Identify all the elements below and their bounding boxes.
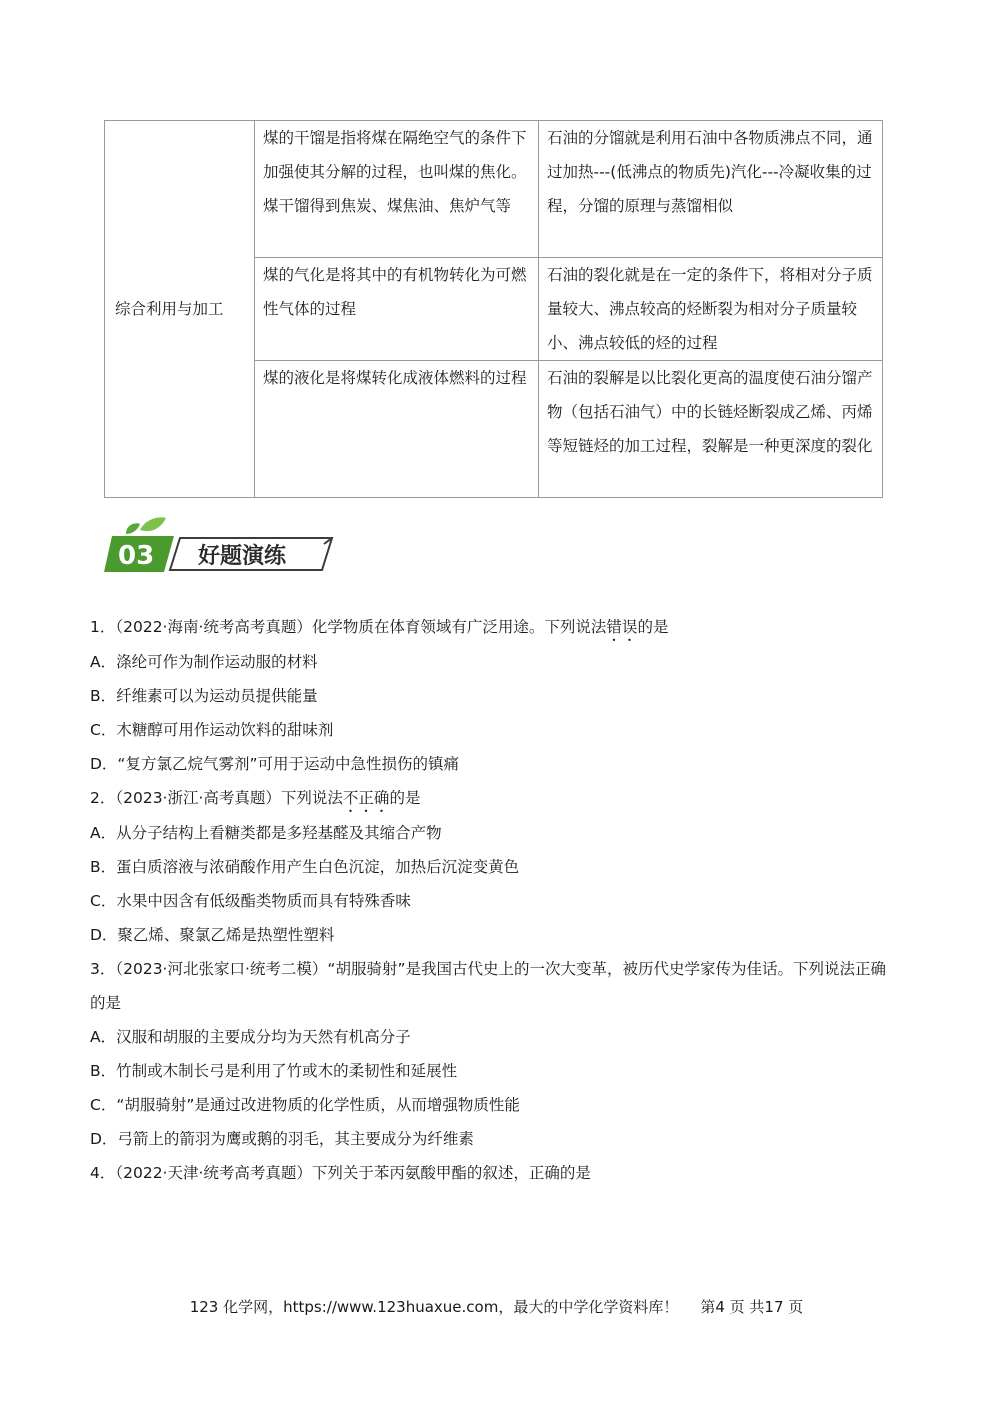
leaf-icon (126, 523, 140, 534)
option-b: B．纤维素可以为运动员提供能量 (90, 687, 318, 705)
option-d: D．聚乙烯、聚氯乙烯是热塑性塑料 (90, 926, 335, 944)
question-list (90, 610, 900, 1190)
stem-text: 的是 (389, 789, 421, 807)
option-a: A．从分子结构上看糖类都是多羟基醛及其缩合产物 (90, 824, 442, 842)
coal-cell: 煤的干馏是指将煤在隔绝空气的条件下加强使其分解的过程，也叫煤的焦化。煤干馏得到焦炭、煤焦油、焦炉气等 (255, 121, 539, 258)
oil-cell: 石油的分馏就是利用石油中各物质沸点不同，通过加热---(低沸点的物质先)汽化---冷凝收集的过程，分馏的原理与蒸馏相似 (539, 121, 883, 258)
comparison-table (104, 120, 882, 498)
stem-text: 的是 (637, 618, 669, 636)
emphasis-text: 不正确 (342, 789, 390, 807)
section-badge (104, 516, 344, 578)
section-title: 好题演练 (198, 544, 287, 569)
section-header (104, 516, 344, 578)
option-a: A．汉服和胡服的主要成分均为天然有机高分子 (90, 1028, 411, 1046)
coal-cell: 煤的气化是将其中的有机物转化为可燃性气体的过程 (255, 258, 539, 361)
option-c: C．木糖醇可用作运动饮料的甜味剂 (90, 721, 334, 739)
stem-text: 1．（2022·海南·统考高考真题）化学物质在体育领域有广泛用途。下列说法 (90, 618, 607, 636)
option-c: C．“胡服骑射”是通过改进物质的化学性质，从而增强物质性能 (90, 1096, 520, 1114)
leaf-icon (140, 517, 166, 531)
oil-cell: 石油的裂解是以比裂化更高的温度使石油分馏产物（包括石油气）中的长链烃断裂成乙烯、丙烯等短链烃的加工过程，裂解是一种更深度的裂化 (539, 361, 883, 498)
coal-cell: 煤的液化是将煤转化成液体燃料的过程 (255, 361, 539, 498)
emphasis-text: 错误 (606, 618, 638, 636)
option-b: B．蛋白质溶液与浓硝酸作用产生白色沉淀，加热后沉淀变黄色 (90, 858, 520, 876)
stem-text: 2．（2023·浙江·高考真题）下列说法 (90, 789, 343, 807)
footer-text: 123 化学网，https://www.123huaxue.com，最大的中学化学资料库！ (189, 1298, 679, 1316)
option-a: A．涤纶可作为制作运动服的材料 (90, 653, 318, 671)
option-c: C．水果中因含有低级酯类物质而具有特殊香味 (90, 892, 411, 910)
question-stem (90, 610, 900, 645)
row-header-cell: 综合利用与加工 (105, 121, 255, 498)
table-row (105, 121, 883, 258)
option-d: D．“复方氯乙烷气雾剂”可用于运动中急性损伤的镇痛 (90, 755, 459, 773)
section-number: 03 (118, 541, 155, 571)
question-stem: 4．（2022·天津·统考高考真题）下列关于苯丙氨酸甲酯的叙述，正确的是 (90, 1164, 591, 1182)
page-number: 第4 页 共17 页 (700, 1298, 804, 1316)
question-stem: 3．（2023·河北张家口·统考二模）“胡服骑射”是我国古代史上的一次大变革，被历代史学家传为佳话。下列说法正确的是 (90, 960, 886, 1012)
question-stem (90, 781, 900, 816)
option-b: B．竹制或木制长弓是利用了竹或木的柔韧性和延展性 (90, 1062, 458, 1080)
oil-cell: 石油的裂化就是在一定的条件下，将相对分子质量较大、沸点较高的烃断裂为相对分子质量较小、沸点较低的烃的过程 (539, 258, 883, 361)
page-footer (0, 1296, 993, 1317)
option-d: D．弓箭上的箭羽为鹰或鹅的羽毛，其主要成分为纤维素 (90, 1130, 474, 1148)
